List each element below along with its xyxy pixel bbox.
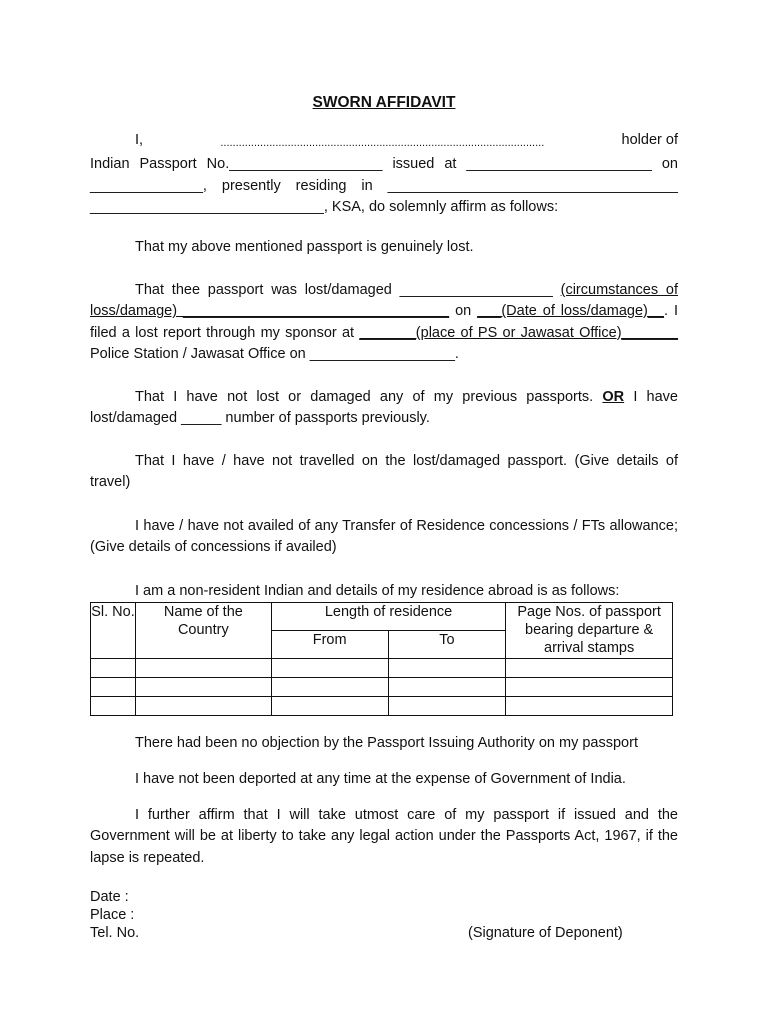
intro-holder-of: holder of <box>621 132 678 148</box>
intro-line-2: Indian Passport No.___________________ issued at _______________________ on <box>90 156 678 173</box>
table-row <box>91 697 673 716</box>
para-affirm: I further affirm that I will take utmost care of my passport if issued and the Government will be at liberty to take any legal action under the Passports Act, 1967, if the lapse is repeated. <box>90 807 678 866</box>
previous-part-1: That I have not lost or damaged any of my previous passports. <box>135 389 603 405</box>
residence-table <box>90 602 673 716</box>
footer-tel: Tel. No. <box>90 925 140 941</box>
para-nri: I am a non-resident Indian and details of my residence abroad is as follows: <box>135 583 620 599</box>
previous-part-2: I have lost/damaged _____ number of passports previously. <box>90 389 678 427</box>
header-country: Name of the Country <box>135 603 271 659</box>
signature-of-deponent: (Signature of Deponent) <box>468 925 623 941</box>
table-header-row <box>91 603 673 631</box>
intro-prefix: I, <box>135 132 144 148</box>
circumstances-blank: (circumstances of loss/damage) _________________________________ <box>90 282 678 320</box>
place-of-ps-blank: _______(place of PS or Jawasat Office)_______ <box>359 324 678 341</box>
intro-paragraph <box>90 130 678 218</box>
header-page-nos: Page Nos. of passport bearing departure & arrival stamps <box>506 603 673 659</box>
date-of-loss-blank: ___(Date of loss/damage)__ <box>477 303 664 320</box>
damaged-part-2: on <box>449 303 478 320</box>
damaged-part-1: That thee passport was lost/damaged ___________________ <box>135 282 553 298</box>
table-row <box>91 659 673 678</box>
or-keyword: OR <box>602 389 625 405</box>
page-title: SWORN AFFIDAVIT <box>312 94 456 111</box>
name-blank: .......................................................................................................... <box>220 137 545 149</box>
header-sl-no: Sl. No. <box>91 603 136 659</box>
table-row <box>91 678 673 697</box>
damaged-part-4: Police Station / Jawasat Office on __________________. <box>90 345 459 362</box>
para-damaged <box>90 280 678 365</box>
damaged-part-3: . I filed a lost report through my sponsor at <box>90 303 678 341</box>
footer-date: Date : <box>90 889 129 905</box>
header-to: To <box>388 631 506 659</box>
para-deported: I have not been deported at any time at the expense of Government of India. <box>135 771 626 787</box>
para-transfer: I have / have not availed of any Transfer of Residence concessions / FTs allowance; (Give details of concessions if availed) <box>90 518 678 556</box>
para-travel: That I have / have not travelled on the lost/damaged passport. (Give details of travel) <box>90 453 678 491</box>
intro-line-3: ______________, presently residing in ____________________________________ <box>90 177 678 194</box>
para-lost: That my above mentioned passport is genuinely lost. <box>135 239 474 255</box>
intro-line-4: _____________________________, KSA, do solemnly affirm as follows: <box>90 198 559 215</box>
para-previous <box>90 387 678 430</box>
header-length: Length of residence <box>271 603 506 631</box>
header-from: From <box>271 631 388 659</box>
footer-place: Place : <box>90 907 135 923</box>
intro-line-1 <box>90 130 678 154</box>
para-objection: There had been no objection by the Passport Issuing Authority on my passport <box>135 735 638 751</box>
